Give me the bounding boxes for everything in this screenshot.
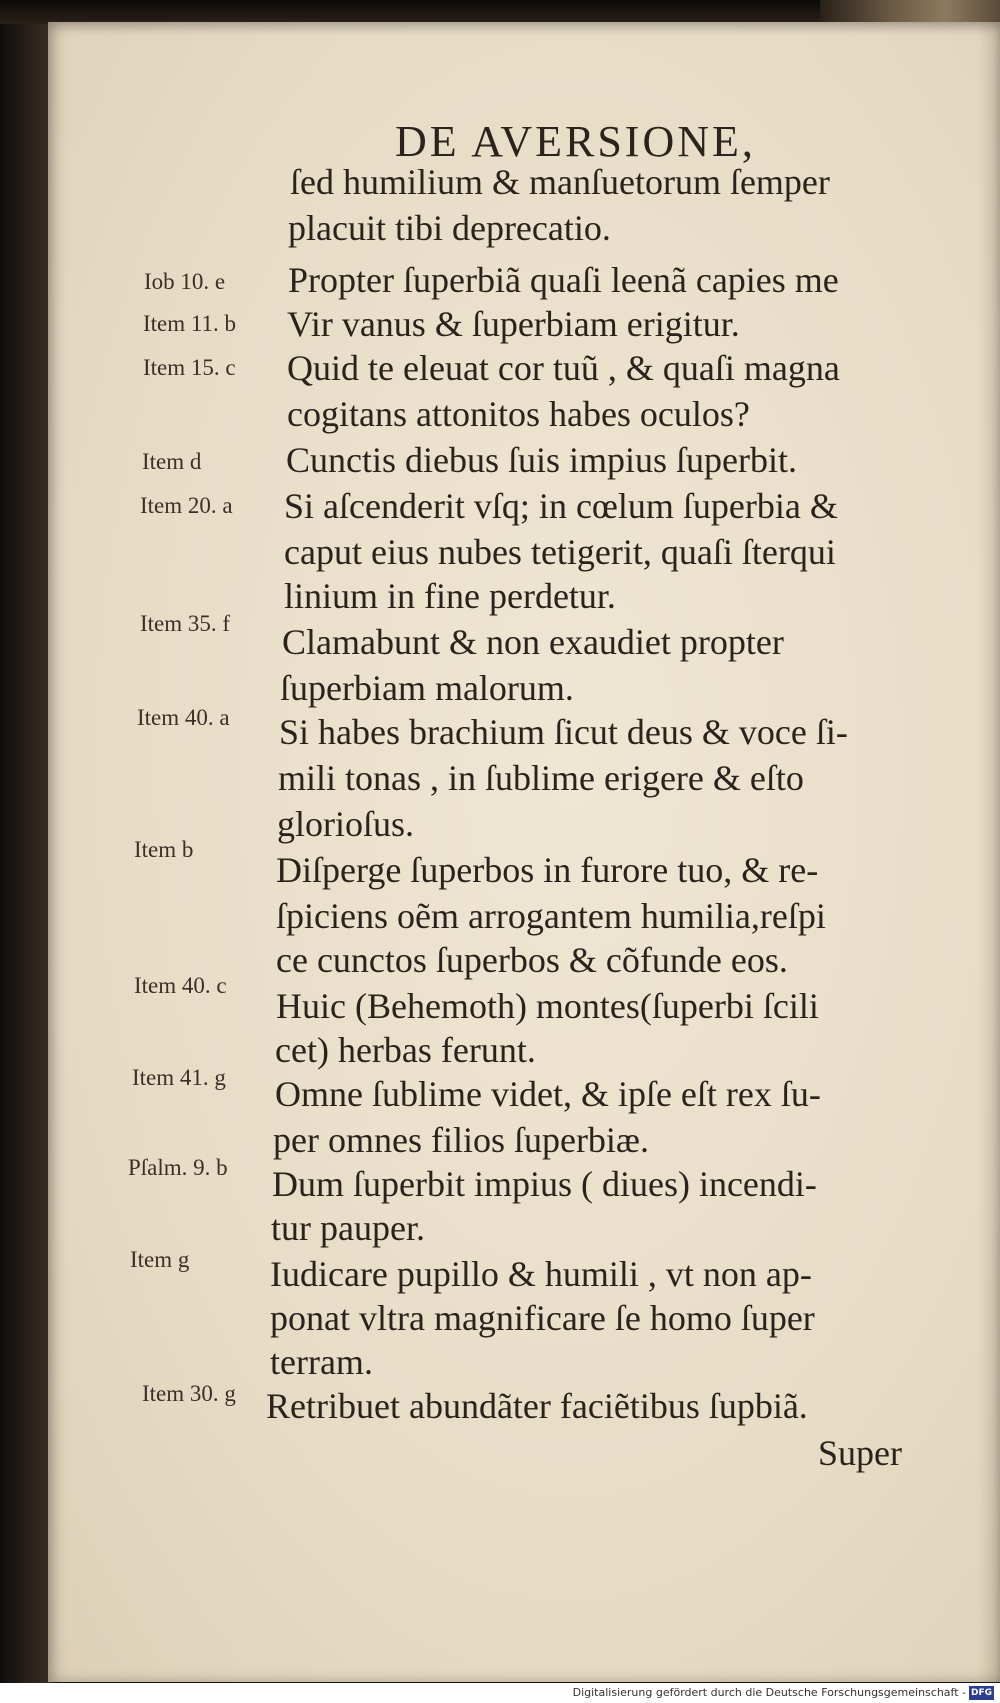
text-line: tur pauper. (271, 1208, 425, 1248)
catchword: Super (818, 1433, 902, 1473)
running-head: DE AVERSIONE, (395, 117, 756, 166)
text-line: ce cunctos ſuperbos & cõfunde eos. (276, 940, 788, 980)
text-line: ſed humilium & manſuetorum ſemper (290, 162, 830, 202)
margin-reference: Item 11. b (143, 311, 237, 336)
margin-reference: Item d (142, 449, 202, 474)
text-line: ſuperbiam malorum. (280, 668, 574, 708)
page-edge-shadow (978, 22, 1000, 1682)
text-line: ponat vltra magnificare ſe homo ſuper (270, 1298, 815, 1338)
margin-reference: Item 15. c (143, 355, 236, 380)
text-line: Huic (Behemoth) montes(ſuperbi ſcili (276, 986, 819, 1026)
text-line: ſpiciens oẽm arrogantem humilia,reſpi (276, 896, 826, 936)
dfg-logo: DFG (970, 1688, 992, 1698)
text-line: Omne ſublime videt, & ipſe eſt rex ſu- (275, 1074, 821, 1114)
text-line: Dum ſuperbit impius ( diues) incendi- (272, 1164, 817, 1204)
margin-reference: Item g (130, 1247, 190, 1272)
margin-reference: Item 35. f (140, 611, 231, 636)
margin-reference: Item 40. c (134, 973, 227, 998)
text-line: linium in fine perdetur. (284, 576, 616, 616)
text-line: per omnes filios ſuperbiæ. (273, 1120, 649, 1160)
text-line: Propter ſuperbiã quaſi leenã capies me (288, 260, 839, 300)
text-line: Iudicare pupillo & humili , vt non ap- (270, 1254, 812, 1294)
text-line: placuit tibi deprecatio. (288, 208, 611, 248)
text-line: Si aſcenderit vſq; in cœlum ſuperbia & (284, 486, 838, 526)
text-line: Cunctis diebus ſuis impius ſuperbit. (286, 440, 797, 480)
book-binding-edge (0, 0, 52, 1703)
text-line: Si habes brachium ſicut deus & voce ſi- (279, 712, 848, 752)
text-line: Vir vanus & ſuperbiam erigitur. (287, 304, 740, 344)
margin-reference: Item 41. g (132, 1065, 226, 1090)
text-line: cogitans attonitos habes oculos? (287, 394, 750, 434)
margin-reference: Item 40. a (137, 705, 230, 730)
text-line: glorioſus. (277, 804, 415, 844)
text-line: caput eius nubes tetigerit, quaſi ſterqui (284, 532, 836, 572)
text-line: cet) herbas ferunt. (275, 1030, 536, 1070)
text-line: Quid te eleuat cor tuũ , & quaſi magna (287, 348, 840, 388)
text-line: Diſperge ſuperbos in furore tuo, & re- (276, 850, 819, 890)
text-line: mili tonas , in ſublime erigere & eſto (278, 758, 804, 798)
margin-reference: Item 20. a (140, 493, 233, 518)
text-line: terram. (270, 1342, 373, 1382)
margin-reference: Iob 10. e (144, 269, 226, 294)
text-line: Clamabunt & non exaudiet propter (282, 622, 784, 662)
margin-reference: Item b (134, 837, 194, 862)
margin-reference: Item 30. g (142, 1381, 236, 1406)
digitization-credit: Digitalisierung gefördert durch die Deutsche Forschungsgemeinschaft - (572, 1686, 966, 1699)
text-line: Retribuet abundãter faciẽtibus ſupbiã. (266, 1386, 808, 1426)
margin-reference: Pſalm. 9. b (128, 1155, 228, 1180)
